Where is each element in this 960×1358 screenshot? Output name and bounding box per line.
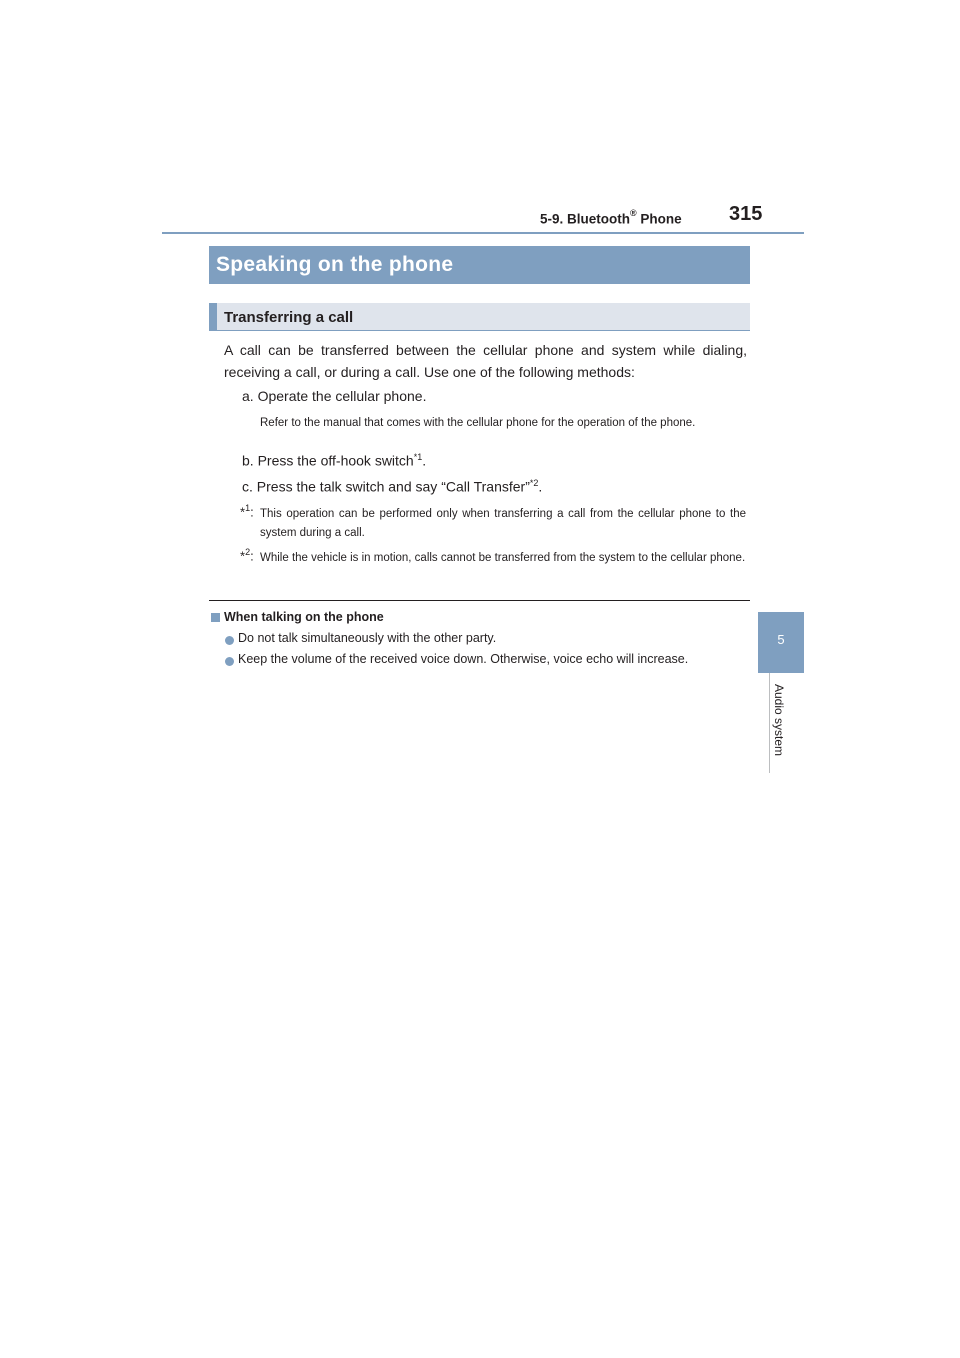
footnote-2-asterisk: *: [240, 548, 246, 564]
footnote-1-number: 1: [245, 503, 251, 513]
running-header: [540, 210, 682, 227]
header-section-suffix: Phone: [636, 211, 682, 227]
footnote-2-text: While the vehicle is in motion, calls cannot be transferred from the system to the cellular phone.: [260, 552, 746, 564]
circle-bullet-icon: [225, 657, 234, 666]
footnote-ref-2: *2: [529, 478, 539, 488]
page-number: 315: [729, 203, 763, 225]
chapter-tab: 5: [758, 612, 804, 673]
subsection-rule: [209, 330, 750, 331]
step-c-end: .: [538, 478, 543, 495]
footnote-1-colon: :: [250, 504, 254, 520]
note-bullet-1: Do not talk simultaneously with the other party.: [238, 631, 497, 645]
subsection-title: Transferring a call: [224, 309, 354, 326]
footnote-2-colon: :: [250, 548, 254, 564]
step-b-end: .: [422, 452, 427, 469]
square-bullet-icon: [211, 613, 220, 622]
footnote-ref-1: *1: [413, 452, 423, 462]
section-title: Speaking on the phone: [216, 253, 454, 276]
step-b-text: b. Press the off-hook switch: [242, 452, 414, 469]
note-bullet-2: Keep the volume of the received voice down. Otherwise, voice echo will increase.: [238, 652, 689, 666]
header-section-prefix: 5-9. Bluetooth: [540, 211, 630, 227]
notes-heading: When talking on the phone: [224, 610, 384, 624]
step-b: [242, 452, 426, 469]
notes-separator: [209, 600, 750, 601]
footnote-1-marker: [240, 503, 254, 519]
chapter-tab-rule: [769, 673, 770, 773]
step-c: [242, 478, 542, 495]
header-rule: [162, 232, 804, 234]
step-a: a. Operate the cellular phone.: [242, 388, 427, 404]
footnote-2-number: 2: [245, 547, 251, 557]
step-a-note: Refer to the manual that comes with the cellular phone for the operation of the phone.: [260, 417, 696, 429]
intro-paragraph: A call can be transferred between the cellular phone and system while dialing, receiving a call, or during a call. Use one of the following methods:: [224, 342, 747, 380]
footnote-1-text: This operation can be performed only when transferring a call from the cellular phone to the system during a call.: [260, 508, 746, 539]
registered-mark: ®: [630, 208, 637, 218]
footnote-1-asterisk: *: [240, 504, 246, 520]
circle-bullet-icon: [225, 636, 234, 645]
chapter-tab-label: Audio system: [772, 684, 786, 757]
footnote-2-marker: [240, 547, 254, 563]
step-c-text: c. Press the talk switch and say “Call Transfer”: [242, 478, 530, 495]
